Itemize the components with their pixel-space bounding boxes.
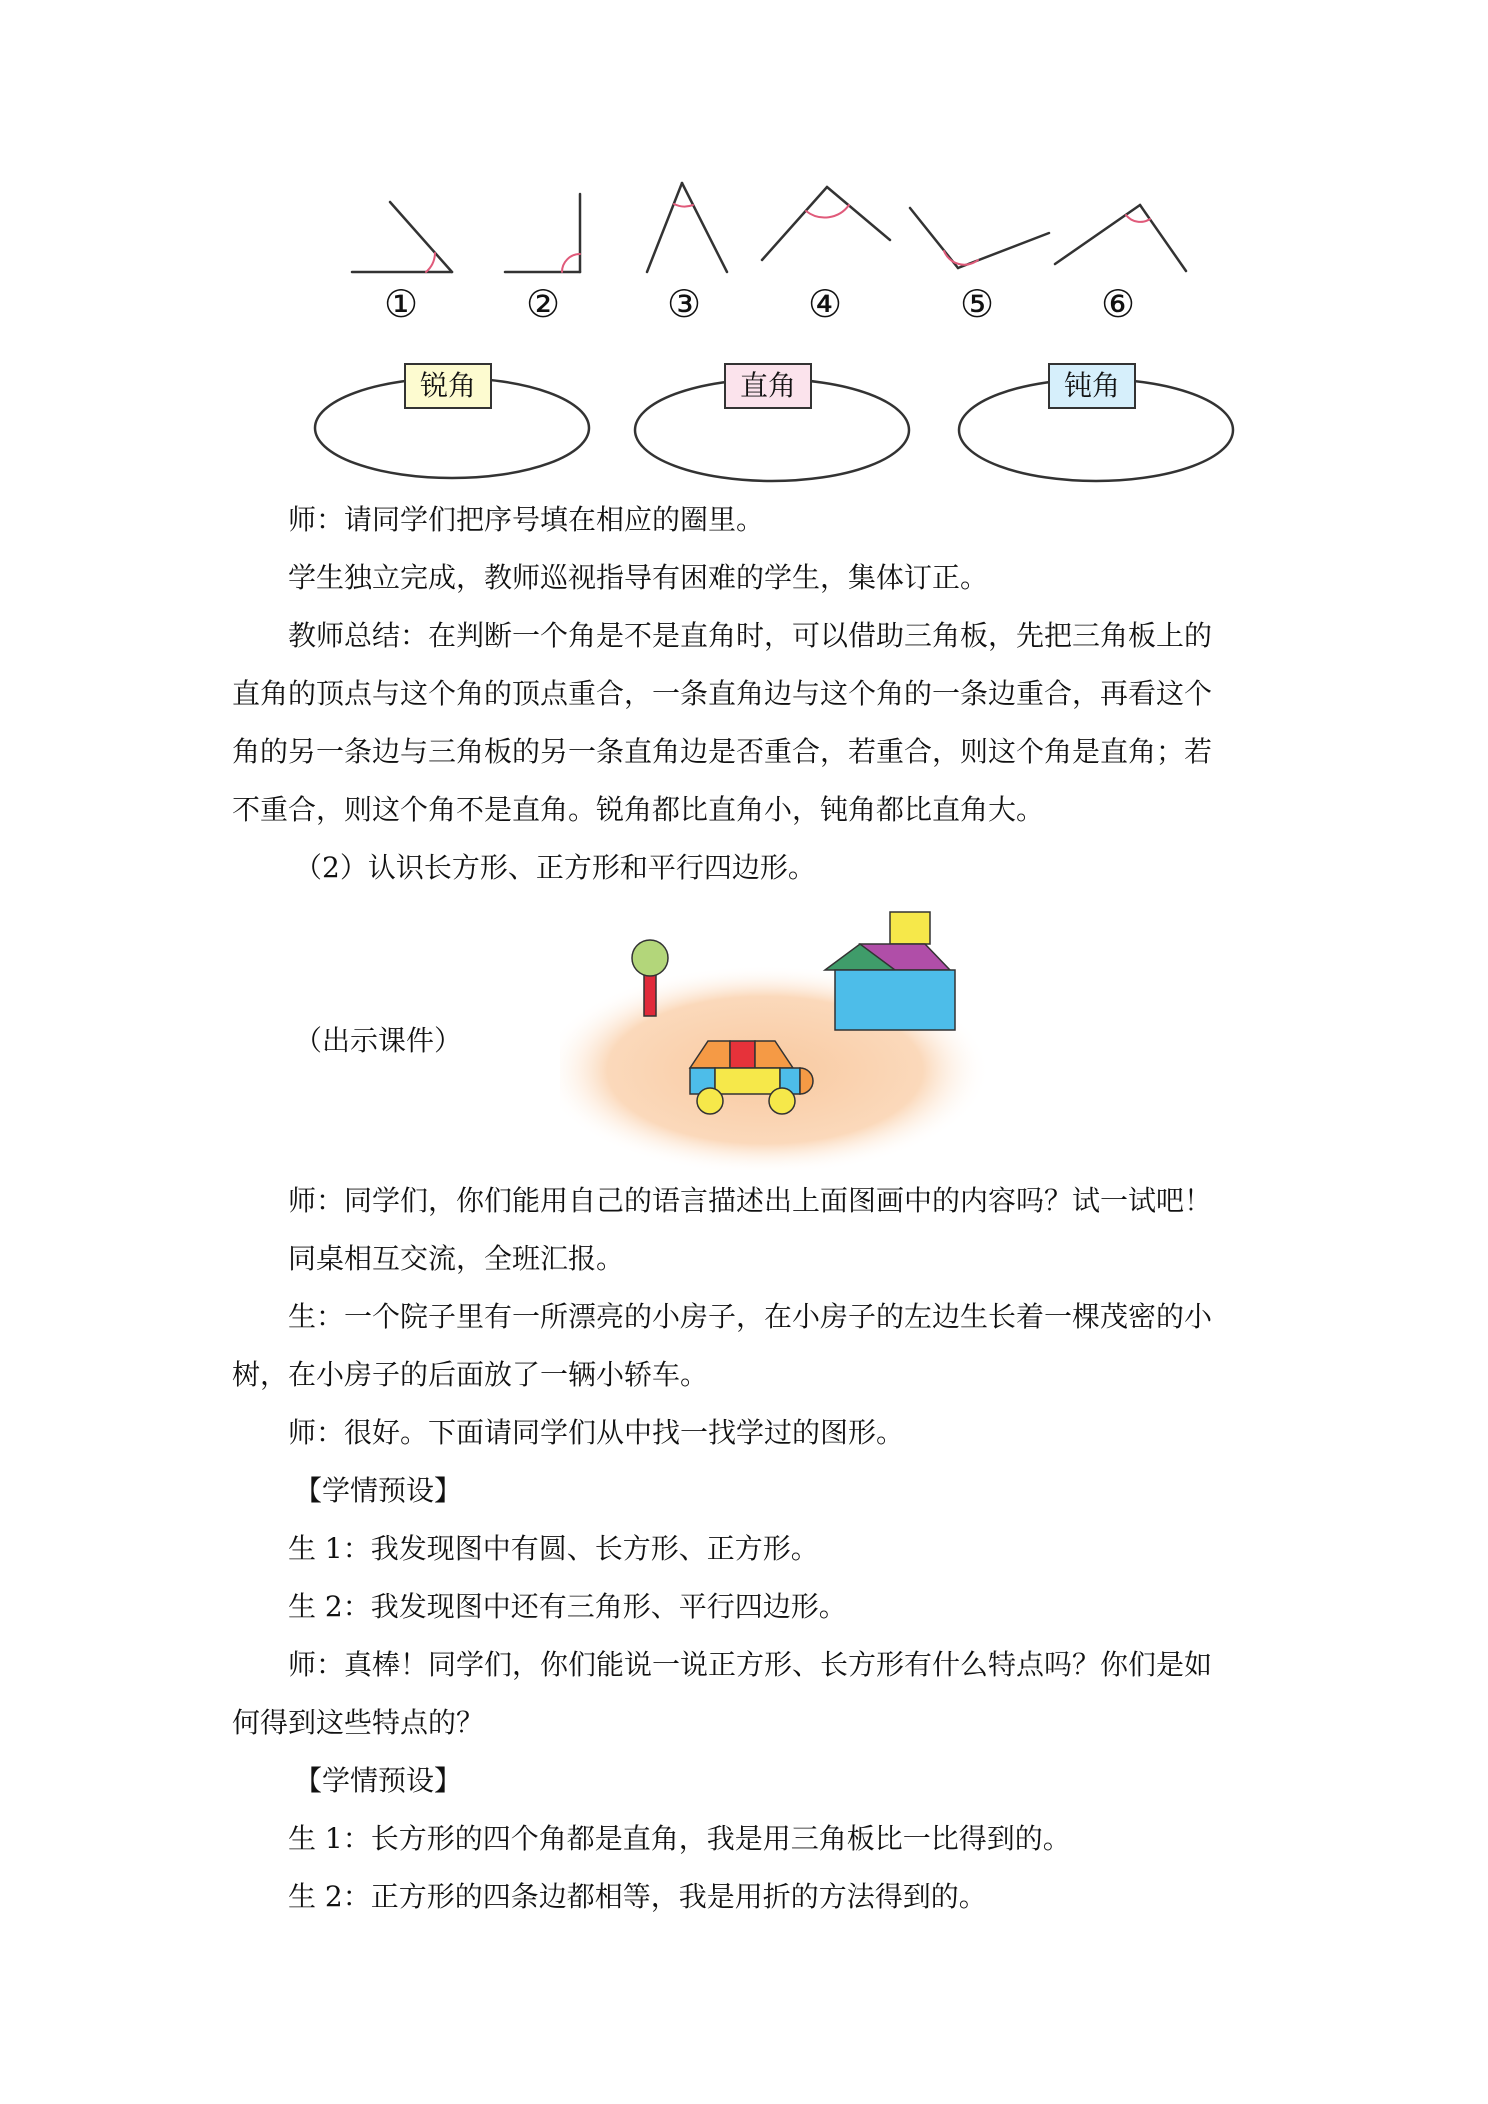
student-2-answer-1: 生 2：我发现图中还有三角形、平行四边形。 bbox=[288, 1590, 847, 1623]
angle-2-right bbox=[505, 194, 580, 272]
angle-number-1: ① bbox=[383, 282, 419, 326]
courseware-illustration bbox=[560, 910, 1020, 1170]
student-1-answer-2: 生 1：长方形的四个角都是直角，我是用三角板比一比得到的。 bbox=[288, 1822, 1071, 1855]
paragraph-3-line-2: 直角的顶点与这个角的顶点重合，一条直角边与这个角的一条边重合，再看这个 bbox=[232, 677, 1213, 710]
paragraph-4: 师：同学们，你们能用自己的语言描述出上面图画中的内容吗？试一试吧！ bbox=[288, 1184, 1213, 1217]
label-right: 直角 bbox=[724, 363, 812, 409]
paragraph-8-line-2: 何得到这些特点的？ bbox=[232, 1706, 485, 1739]
angle-5-obtuse bbox=[910, 208, 1049, 268]
house bbox=[825, 912, 955, 1030]
angle-6-obtuse bbox=[1055, 205, 1186, 271]
angle-4-obtuse bbox=[762, 187, 890, 260]
courseware-caption: （出示课件） bbox=[294, 1024, 463, 1057]
angle-number-6: ⑥ bbox=[1100, 282, 1136, 326]
angle-number-2: ② bbox=[525, 282, 561, 326]
student-1-answer-1: 生 1：我发现图中有圆、长方形、正方形。 bbox=[288, 1532, 819, 1565]
section-heading-2: （2）认识长方形、正方形和平行四边形。 bbox=[294, 851, 816, 884]
preset-heading-2: 【学情预设】 bbox=[294, 1764, 463, 1797]
paragraph-1: 师：请同学们把序号填在相应的圈里。 bbox=[288, 503, 765, 536]
paragraph-3: 教师总结：在判断一个角是不是直角时，可以借助三角板，先把三角板上的 bbox=[288, 619, 1213, 652]
preset-heading-1: 【学情预设】 bbox=[294, 1474, 463, 1507]
angle-3-acute bbox=[647, 183, 727, 272]
angle-number-4: ④ bbox=[807, 282, 843, 326]
angles-figure bbox=[0, 0, 1488, 500]
label-obtuse: 钝角 bbox=[1048, 363, 1136, 409]
paragraph-7: 师：很好。下面请同学们从中找一找学过的图形。 bbox=[288, 1416, 905, 1449]
paragraph-6-line-2: 树，在小房子的后面放了一辆小轿车。 bbox=[232, 1358, 709, 1391]
paragraph-3-line-3: 角的另一条边与三角板的另一条直角边是否重合，若重合，则这个角是直角；若 bbox=[232, 735, 1213, 768]
paragraph-5: 同桌相互交流，全班汇报。 bbox=[288, 1242, 625, 1275]
angle-1-acute bbox=[352, 202, 452, 272]
paragraph-2: 学生独立完成，教师巡视指导有困难的学生，集体订正。 bbox=[288, 561, 989, 594]
paragraph-8: 师：真棒！同学们，你们能说一说正方形、长方形有什么特点吗？你们是如 bbox=[288, 1648, 1213, 1681]
angle-number-3: ③ bbox=[666, 282, 702, 326]
angle-number-5: ⑤ bbox=[959, 282, 995, 326]
paragraph-3-line-4: 不重合，则这个角不是直角。锐角都比直角小，钝角都比直角大。 bbox=[232, 793, 1045, 826]
label-acute: 锐角 bbox=[404, 363, 492, 409]
paragraph-6: 生：一个院子里有一所漂亮的小房子，在小房子的左边生长着一棵茂密的小 bbox=[288, 1300, 1213, 1333]
student-2-answer-2: 生 2：正方形的四条边都相等，我是用折的方法得到的。 bbox=[288, 1880, 987, 1913]
